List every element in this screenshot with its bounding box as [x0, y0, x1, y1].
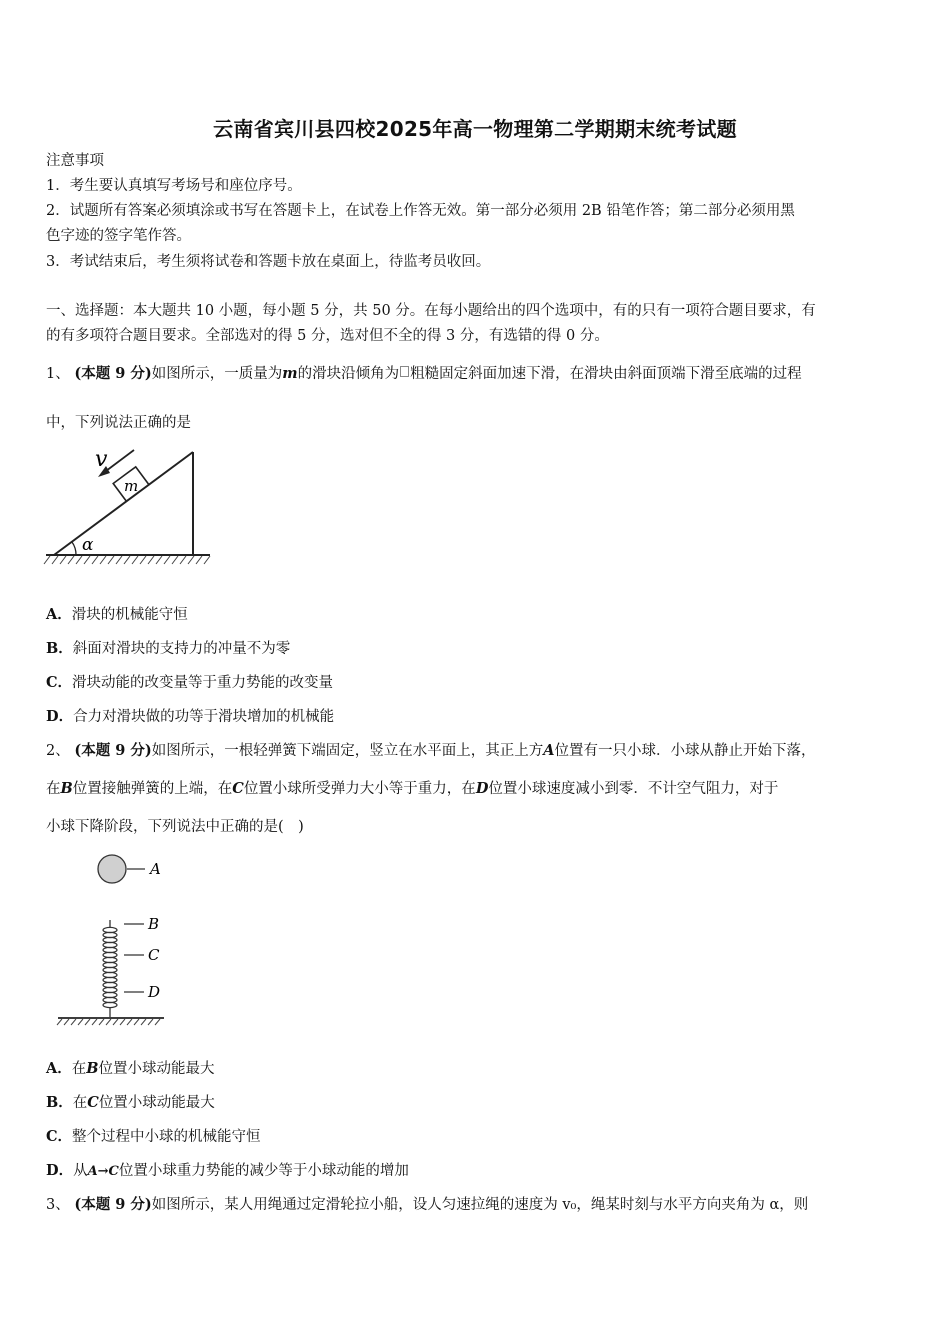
- q2-score: (本题 9 分): [74, 742, 152, 759]
- q1-option-b: [46, 639, 916, 659]
- q2-stem-line-3: 小球下降阶段，下列说法中正确的是( ): [46, 819, 304, 835]
- option-text: 斜面对滑块的支持力的冲量不为零: [72, 641, 291, 657]
- missing-glyph-icon: [400, 366, 409, 377]
- q1-text-a: 如图所示，一质量为: [151, 366, 283, 382]
- option-letter: D．: [46, 708, 74, 725]
- notice-heading: 注意事项: [46, 153, 104, 169]
- page-title: 云南省宾川县四校2025年高一物理第二学期期末统考试题: [213, 117, 737, 141]
- q2-text: 如图所示，一根轻弹簧下端固定，竖立在水平面上，其正上方: [151, 743, 544, 759]
- option-text: 滑块的机械能守恒: [71, 607, 188, 623]
- q1-option-a: [46, 605, 916, 625]
- option-text: 在: [71, 1061, 87, 1077]
- q2-var: A: [543, 742, 555, 759]
- option-letter: B．: [46, 1094, 73, 1111]
- option-text: 位置小球动能最大: [98, 1061, 215, 1077]
- option-letter: C．: [46, 674, 73, 691]
- option-text: 整个过程中小球的机械能守恒: [72, 1129, 261, 1145]
- option-text: 从: [73, 1163, 88, 1179]
- velocity-label: v: [95, 447, 108, 472]
- q1-option-c: [46, 673, 916, 693]
- position-label-b: B: [148, 915, 160, 933]
- q1-number: 1、: [46, 366, 70, 382]
- q1-option-d: [46, 707, 916, 727]
- section-intro-line-1: 一、选择题：本大题共 10 小题，每小题 5 分，共 50 分。在每小题给出的四个选项中，有的只有一项符合题目要求，有: [46, 303, 816, 319]
- q1-stem-line-2: 中，下列说法正确的是: [46, 415, 191, 431]
- q2-option-d: [46, 1161, 916, 1182]
- section-intro-line-2: 的有多项符合题目要求。全部选对的得 5 分，选对但不全的得 3 分，有选错的得 0 分。: [46, 328, 609, 344]
- q2-option-c: [46, 1127, 916, 1147]
- ball: [98, 855, 126, 883]
- q1-score: (本题 9 分): [74, 365, 152, 382]
- alpha-label: α: [82, 535, 94, 555]
- notice-item-2-cont: 色字迹的签字笔作答。: [46, 228, 191, 244]
- q1-var-m: m: [282, 365, 298, 382]
- q3-number: 3、: [46, 1197, 70, 1213]
- q3-score: (本题 9 分): [74, 1196, 152, 1213]
- option-text: 滑块动能的改变量等于重力势能的改变量: [72, 675, 334, 691]
- q3-stem-line-1: [46, 1195, 916, 1215]
- q2-option-a: [46, 1059, 916, 1079]
- notice-item-3: 3．考试结束后，考生须将试卷和答题卡放在桌面上，待监考员收回。: [46, 254, 491, 270]
- option-letter: D．: [46, 1162, 74, 1179]
- q2-option-b: [46, 1093, 916, 1113]
- q2-var: D: [475, 780, 489, 797]
- option-var: A→C: [87, 1164, 119, 1179]
- q2-text: 位置接触弹簧的上端，在: [72, 781, 233, 797]
- q2-var: B: [60, 780, 73, 797]
- q2-text: 位置小球速度减小到零．不计空气阻力，对于: [488, 781, 779, 797]
- position-label-d: D: [148, 983, 161, 1001]
- option-letter: A．: [46, 606, 72, 623]
- option-var: C: [87, 1094, 99, 1111]
- option-letter: A．: [46, 1060, 72, 1077]
- q1-stem-line-1: [46, 364, 916, 384]
- q1-text-b: 的滑块沿倾角为: [297, 366, 400, 382]
- block-mass-label: m: [124, 477, 139, 495]
- position-label-a: A: [150, 860, 161, 878]
- option-letter: C．: [46, 1128, 73, 1145]
- spring: [103, 927, 117, 1007]
- notice-item-1: 1．考生要认真填写考场号和座位序号。: [46, 178, 302, 194]
- q3-text: 如图所示，某人用绳通过定滑轮拉小船，设人匀速拉绳的速度为 v₀，绳某时刻与水平方向夹角为 α，则: [151, 1197, 809, 1213]
- q2-number: 2、: [46, 743, 70, 759]
- option-var: B: [86, 1060, 99, 1077]
- option-letter: B．: [46, 640, 73, 657]
- q2-stem-line-2: [46, 779, 916, 799]
- q2-stem-line-1: [46, 741, 916, 761]
- spring-figure: [52, 850, 182, 1030]
- option-text: 在: [72, 1095, 88, 1111]
- position-label-c: C: [148, 946, 160, 964]
- q2-var: C: [232, 780, 244, 797]
- q2-text: 位置有一只小球．小球从静止开始下落，: [554, 743, 816, 759]
- q2-text: 在: [46, 781, 61, 797]
- q2-text: 位置小球所受弹力大小等于重力，在: [243, 781, 476, 797]
- option-text: 位置小球动能最大: [98, 1095, 215, 1111]
- option-text: 合力对滑块做的功等于滑块增加的机械能: [73, 709, 335, 725]
- notice-item-2: 2．试题所有答案必须填涂或书写在答题卡上，在试卷上作答无效。第一部分必须用 2B 铅笔作答；第二部分必须用黑: [46, 203, 795, 219]
- option-text: 位置小球重力势能的减少等于小球动能的增加: [118, 1163, 409, 1179]
- incline-figure: [40, 442, 220, 572]
- q1-text-c: 粗糙固定斜面加速下滑，在滑块由斜面顶端下滑至底端的过程: [410, 366, 802, 382]
